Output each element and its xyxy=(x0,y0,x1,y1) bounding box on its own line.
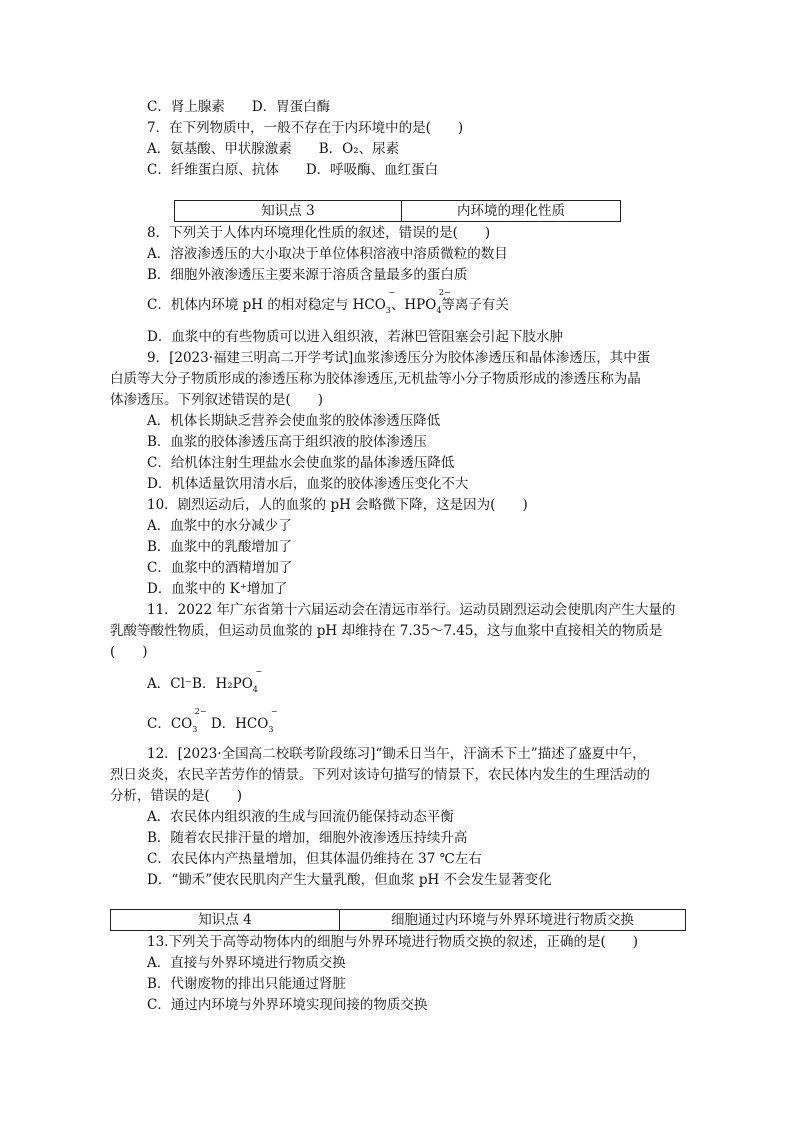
q7-option-ab: A．氨基酸、甲状腺激素 B．O₂、尿素 xyxy=(147,141,400,157)
q8c-text-pre: C．机体内环境 pH 的相对稳定与 HCO xyxy=(147,297,386,313)
q8-stem: 8．下列关于人体内环境理化性质的叙述，错误的是( ) xyxy=(147,225,491,241)
knowledge-point-4-table xyxy=(110,909,686,931)
hco3-charge: − xyxy=(388,288,396,297)
q8c-text-mid: 、HPO xyxy=(390,297,437,313)
h2po4-charge: − xyxy=(255,667,263,676)
hpo4-subscript: 4 xyxy=(436,306,442,315)
q11-stem-line3: ( ) xyxy=(110,644,148,660)
q8-option-d: D．血浆中的有些物质可以进入组织液，若淋巴管阻塞会引起下肢水肿 xyxy=(147,329,563,345)
q9-option-a: A．机体长期缺乏营养会使血浆的胶体渗透压降低 xyxy=(147,413,441,429)
knowledge-point-4-label: 知识点 4 xyxy=(111,910,340,930)
knowledge-point-4-title: 细胞通过内环境与外界环境进行物质交换 xyxy=(391,912,634,928)
q10-stem: 10．剧烈运动后，人的血浆的 pH 会略微下降，这是因为( ) xyxy=(147,497,528,513)
q7-stem: 7．在下列物质中，一般不存在于内环境中的是( ) xyxy=(147,120,464,136)
q11-option-ab xyxy=(147,667,263,694)
q12-option-c: C．农民体内产热量增加，但其体温仍维持在 37 ℃左右 xyxy=(147,851,482,867)
q13-option-a: A．直接与外界环境进行物质交换 xyxy=(147,955,346,971)
q12-stem-line1: 12．[2023·全国高二校联考阶段练习]“锄禾日当午，汗滴禾下土”描述了盛夏中午， xyxy=(147,746,646,762)
q11d-text: D．HCO xyxy=(197,716,269,732)
q10-option-a: A．血浆中的水分减少了 xyxy=(147,518,292,534)
q11c-text: C．CO xyxy=(147,716,193,732)
knowledge-point-3-label: 知识点 3 xyxy=(175,201,402,221)
q7-option-cd: C．纤维蛋白原、抗体 D．呼吸酶、血红蛋白 xyxy=(147,162,439,178)
co3-charge: 2− xyxy=(194,707,207,716)
knowledge-point-3-table xyxy=(174,200,621,222)
q9-option-b: B．血浆的胶体渗透压高于组织液的胶体渗透压 xyxy=(147,434,427,450)
h2po4-subscript: 4 xyxy=(252,685,258,694)
q13-option-c: C．通过内环境与外界环境实现间接的物质交换 xyxy=(147,997,428,1013)
q12-stem-line2: 烈日炎炎，农民辛苦劳作的情景。下列对该诗句描写的情景下，农民体内发生的生理活动的 xyxy=(110,767,650,783)
q12-option-a: A．农民体内组织液的生成与回流仍能保持动态平衡 xyxy=(147,809,454,825)
q11ab-text: A．Cl⁻B．H₂PO xyxy=(147,676,253,692)
hpo4-charge: 2− xyxy=(438,288,451,297)
q12-option-b: B．随着农民排汗量的增加，细胞外液渗透压持续升高 xyxy=(147,830,468,846)
q9-stem-line3: 体渗透压。下列叙述错误的是( ) xyxy=(110,392,324,408)
q9-option-d: D．机体适量饮用清水后，血浆的胶体渗透压变化不大 xyxy=(147,476,469,492)
q8-option-a: A．溶液渗透压的大小取决于单位体积溶液中溶质微粒的数目 xyxy=(147,246,508,262)
hco3-d-charge: − xyxy=(270,707,278,716)
q12-option-d: D．“锄禾”使农民肌肉产生大量乳酸，但血浆 pH 不会发生显著变化 xyxy=(147,872,552,888)
q10-option-c: C．血浆中的酒精增加了 xyxy=(147,560,293,576)
q8-option-c xyxy=(147,288,509,315)
q6-option-cd: C．肾上腺素 D．胃蛋白酶 xyxy=(147,99,331,115)
hco3-subscript: 3 xyxy=(385,306,391,315)
q11-stem-line2: 乳酸等酸性物质，但运动员血浆的 pH 却维持在 7.35～7.45，这与血浆中直接相关的物质是 xyxy=(110,623,663,639)
q9-stem-line2: 白质等大分子物质形成的渗透压称为胶体渗透压,无机盐等小分子物质形成的渗透压称为晶 xyxy=(110,371,641,387)
q9-stem-line1: 9．[2023·福建三明高二开学考试]血浆渗透压分为胶体渗透压和晶体渗透压，其中蛋 xyxy=(147,350,651,366)
q10-option-d: D．血浆中的 K⁺增加了 xyxy=(147,581,288,597)
q10-option-b: B．血浆中的乳酸增加了 xyxy=(147,539,292,555)
q8-option-b: B．细胞外液渗透压主要来源于溶质含量最多的蛋白质 xyxy=(147,267,468,283)
hco3-d-subscript: 3 xyxy=(268,725,274,734)
q12-stem-line3: 分析，错误的是( ) xyxy=(110,788,243,804)
q11-stem-line1: 11．2022 年广东省第十六届运动会在清远市举行。运动员剧烈运动会使肌肉产生大量的 xyxy=(147,602,676,618)
knowledge-point-3-title: 内环境的理化性质 xyxy=(457,203,565,219)
q13-stem: 13.下列关于高等动物体内的细胞与外界环境进行物质交换的叙述，正确的是( ) xyxy=(147,934,639,950)
co3-subscript: 3 xyxy=(192,725,198,734)
q13-option-b: B．代谢废物的排出只能通过肾脏 xyxy=(147,976,346,992)
q8c-text-post: 等离子有关 xyxy=(441,297,509,313)
q11-option-cd xyxy=(147,707,278,734)
q9-option-c: C．给机体注射生理盐水会使血浆的晶体渗透压降低 xyxy=(147,455,455,471)
